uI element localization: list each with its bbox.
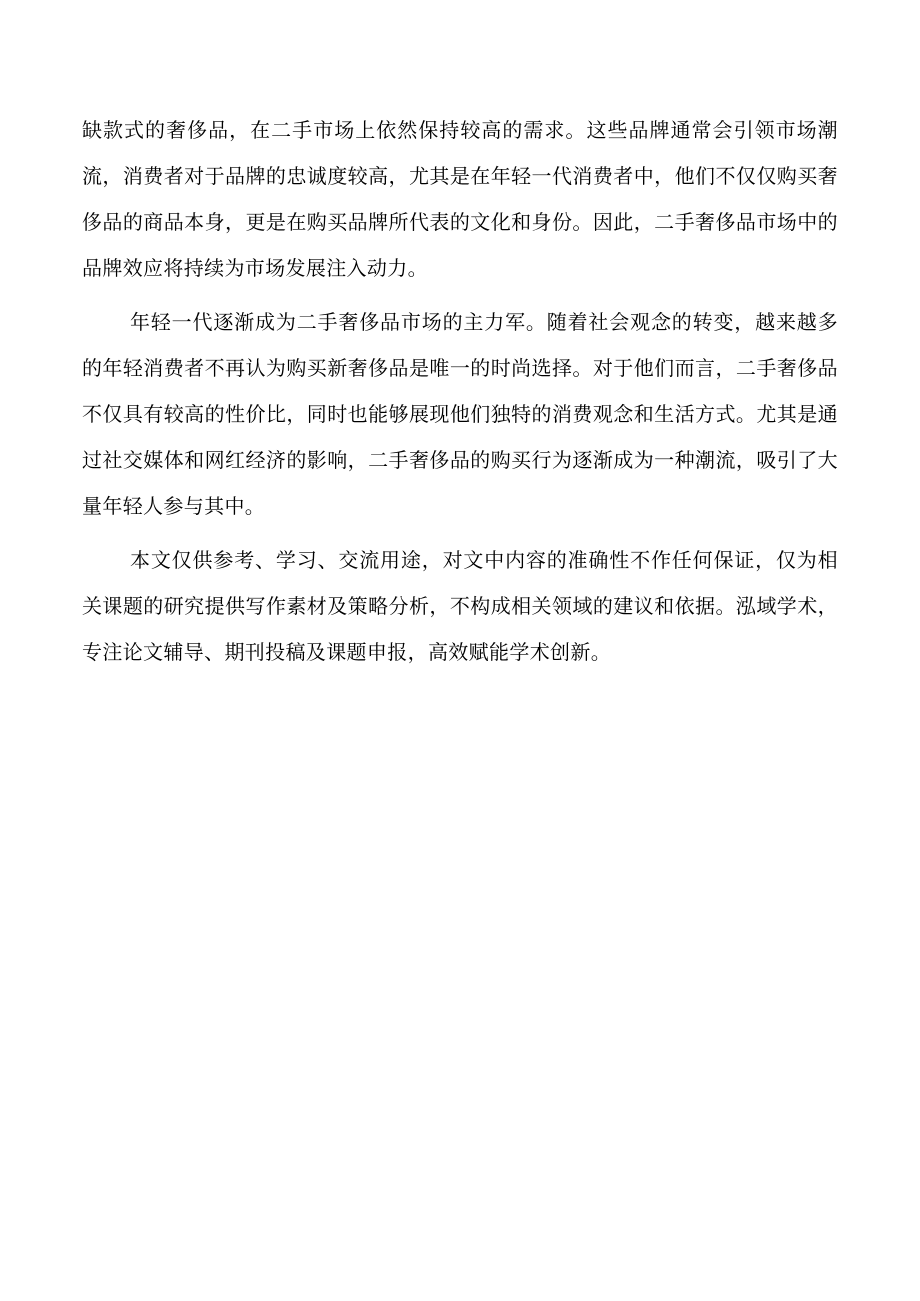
paragraph-3-disclaimer: 本文仅供参考、学习、交流用途，对文中内容的准确性不作任何保证，仅为相关课题的研究提供写作素材及策略分析，不构成相关领域的建议和依据。泓域学术，专注论文辅导、期刊投稿及课题申报，高效赋能学术创新。: [82, 548, 838, 664]
paragraph-1: 缺款式的奢侈品，在二手市场上依然保持较高的需求。这些品牌通常会引领市场潮流，消费者对于品牌的忠诚度较高，尤其是在年轻一代消费者中，他们不仅仅购买奢侈品的商品本身，更是在购买品牌所代表的文化和身份。因此，二手奢侈品市场中的品牌效应将持续为市场发展注入动力。: [82, 118, 838, 280]
document-body: [82, 107, 838, 683]
paragraph-2: 年轻一代逐渐成为二手奢侈品市场的主力军。随着社会观念的转变，越来越多的年轻消费者不再认为购买新奢侈品是唯一的时尚选择。对于他们而言，二手奢侈品不仅具有较高的性价比，同时也能够展现他们独特的消费观念和生活方式。尤其是通过社交媒体和网红经济的影响，二手奢侈品的购买行为逐渐成为一种潮流，吸引了大量年轻人参与其中。: [82, 310, 838, 518]
